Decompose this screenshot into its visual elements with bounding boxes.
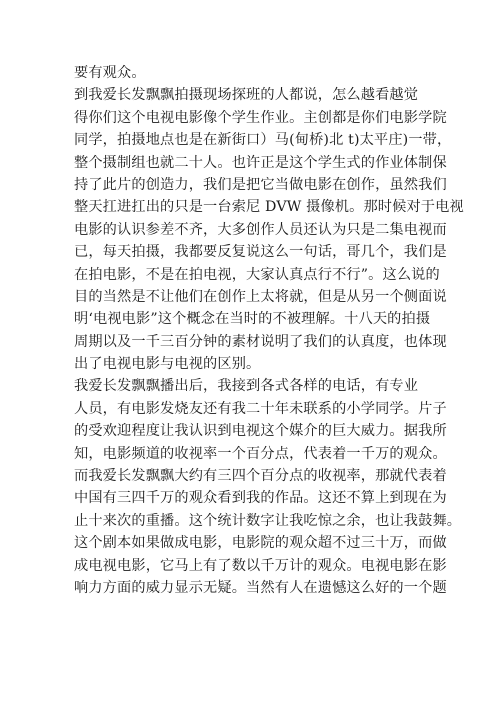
text-line: 明‘电视电影”这个概念在当时的不被理解。十八天的拍摄: [74, 311, 431, 328]
text-line: 出了电视电影与电视的区别。: [74, 356, 261, 373]
text-line: 我爱长发飘飘播出后，我接到各式各样的电话，有专业: [74, 378, 419, 395]
text-line: 要有观众。: [74, 65, 146, 81]
text-line: 这个剧本如果做成电影，电影院的观众超不过三十万，而做: [74, 535, 447, 552]
text-line: 止十来次的重播。这个统计数字让我吃惊之余，也让我鼓舞。: [74, 512, 462, 529]
text-line: 已，每天拍摄，我都要反复说这么一句话，哥几个，我们是: [74, 244, 447, 261]
body-text: [74, 62, 464, 599]
text-line: 人员，有电影发烧友还有我二十年未联系的小学同学。片子: [74, 400, 447, 417]
text-line: 电影的认识参差不齐，大多创作人员还认为只是二集电视而: [74, 221, 447, 238]
text-line: 响力方面的威力显示无疑。当然有人在遗憾这么好的一个题: [74, 579, 447, 596]
text-line: 同学，拍摄地点也是在新街口）马(甸桥)北 t)太平庄)一带，: [74, 132, 452, 149]
text-line: 中国有三四千万的观众看到我的作品。这还不算上到现在为: [74, 490, 447, 507]
text-line: 知，电影频道的收视率一个百分点，代表着一千万的观众。: [74, 445, 447, 462]
text-line: 而我爱长发飘飘大约有三四个百分点的收视率，那就代表着: [74, 468, 447, 485]
text-line: 整天扛进扛出的只是一台索尼 DVW 摄像机。那时候对于电视: [74, 199, 464, 216]
text-line: 整个摄制组也就二十人。也许正是这个学生式的作业体制保: [74, 154, 447, 171]
text-line: 持了此片的创造力，我们是把它当做电影在创作，虽然我们: [74, 176, 447, 193]
text-line: 到我爱长发飘飘拍摄现场探班的人都说，怎么越看越觉: [74, 87, 419, 104]
text-line: 得你们这个电视电影像个学生作业。主创都是你们电影学院: [74, 109, 447, 126]
text-line: 目的当然是不让他们在创作上太将就，但是从另一个侧面说: [74, 288, 447, 305]
text-line: 在拍电影，不是在拍电视，大家认真点行不行”。这么说的: [74, 266, 440, 283]
text-line: 成电视电影，它马上有了数以千万计的观众。电视电影在影: [74, 557, 447, 574]
text-line: 周期以及一千三百分钟的素材说明了我们的认真度，也体现: [74, 333, 447, 350]
text-line: 的受欢迎程度让我认识到电视这个媒介的巨大威力。据我所: [74, 423, 447, 440]
